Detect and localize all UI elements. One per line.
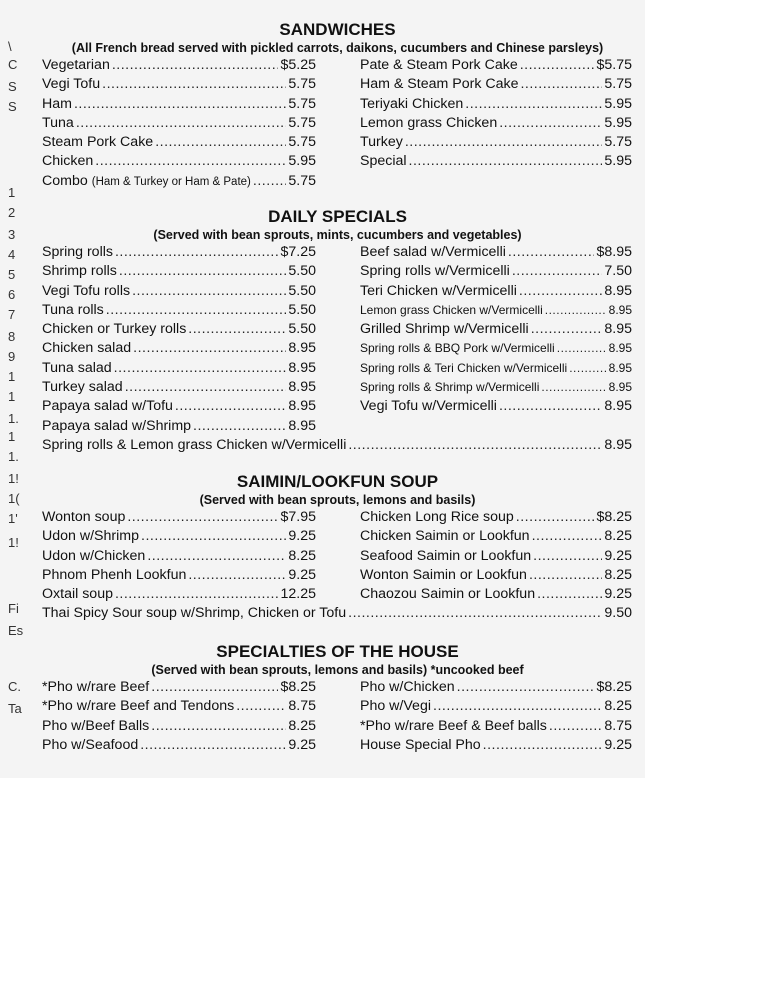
menu-item	[42, 301, 316, 320]
item-name: Combo	[42, 172, 88, 189]
menu-item	[42, 397, 316, 416]
menu-item	[360, 697, 632, 716]
edge-char: 7	[8, 307, 16, 322]
item-name: Special	[360, 153, 407, 170]
menu-item	[42, 75, 316, 94]
item-name: Vegi Tofu	[42, 76, 101, 93]
dot-leader	[465, 95, 602, 114]
item-price: 8.25	[604, 698, 632, 715]
item-price: 9.25	[604, 736, 632, 753]
item-name: Shrimp rolls	[42, 263, 117, 280]
item-name: Pho w/Seafood	[42, 736, 139, 753]
item-price: 5.75	[288, 172, 316, 189]
dot-leader	[175, 397, 286, 416]
item-price: $5.75	[596, 57, 632, 73]
menu-item	[360, 301, 632, 320]
dot-leader	[115, 243, 279, 262]
section-saimin-lookfun	[0, 472, 645, 624]
item-name: Teri Chicken w/Vermicelli	[360, 282, 517, 299]
item-price: $7.25	[280, 244, 316, 260]
item-name: Wonton soup	[42, 509, 126, 525]
item-price: $5.25	[280, 57, 316, 73]
item-name: Oxtail soup	[42, 586, 113, 603]
item-name: Vegetarian	[42, 57, 110, 73]
menu-item	[42, 114, 316, 133]
edge-char: 2	[8, 205, 16, 220]
menu-item	[42, 678, 316, 697]
right-column	[360, 243, 632, 436]
dot-leader	[119, 262, 286, 281]
menu-item	[42, 95, 316, 114]
menu-item	[42, 566, 316, 585]
edge-char: 1	[8, 185, 16, 200]
section-title: SAIMIN/LOOKFUN SOUP	[236, 472, 439, 491]
edge-char: C.	[8, 679, 21, 694]
menu-item	[360, 547, 632, 566]
section-specialties-house	[0, 642, 645, 755]
item-price: 8.25	[288, 547, 316, 564]
edge-char: Ta	[8, 701, 22, 716]
dot-leader	[188, 566, 286, 585]
edge-char: 5	[8, 267, 16, 282]
item-name: Seafood Saimin or Lookfun	[360, 547, 532, 564]
dot-leader	[114, 359, 287, 378]
edge-char: C	[8, 57, 18, 72]
item-name: Udon w/Shrimp	[42, 528, 139, 545]
item-name: Grilled Shrimp w/Vermicelli	[360, 321, 529, 338]
menu-item	[42, 339, 316, 358]
item-name: Vegi Tofu w/Vermicelli	[360, 398, 497, 415]
dot-leader	[541, 378, 606, 397]
section-subtitle: (All French bread served with pickled carrots, daikons, cucumbers and Chinese parsleys)	[71, 41, 604, 55]
menu-item	[360, 243, 632, 262]
dot-leader	[520, 56, 595, 75]
dot-leader	[106, 301, 287, 320]
section-daily-specials	[0, 207, 645, 455]
dot-leader	[531, 320, 603, 339]
dot-leader	[76, 114, 287, 133]
edge-char: Es	[8, 623, 24, 638]
item-price: 8.95	[608, 380, 632, 395]
item-name: Papaya salad w/Shrimp	[42, 417, 192, 434]
item-price: 5.75	[604, 76, 632, 93]
dot-leader	[520, 75, 602, 94]
item-price: $8.25	[280, 679, 316, 695]
menu-item	[42, 736, 316, 755]
section-title: SANDWICHES	[279, 20, 396, 39]
item-name: Spring rolls & BBQ Pork w/Vermicelli	[360, 341, 555, 356]
item-price: 9.25	[288, 528, 316, 545]
dot-leader	[569, 359, 606, 378]
dot-leader	[155, 133, 286, 152]
menu-item	[42, 172, 316, 191]
item-name: Chicken or Turkey rolls	[42, 321, 187, 338]
menu-item	[42, 133, 316, 152]
item-price: 5.50	[288, 263, 316, 280]
item-name: Ham & Steam Pork Cake	[360, 76, 519, 93]
menu-item	[360, 359, 632, 378]
item-name: Wonton Saimin or Lookfun	[360, 566, 527, 583]
item-note: (Ham & Turkey or Ham & Pate)	[91, 175, 251, 188]
item-price: 5.50	[288, 282, 316, 299]
dot-leader	[253, 172, 287, 191]
menu-item	[42, 282, 316, 301]
menu-item	[42, 320, 316, 339]
dot-leader	[433, 697, 602, 716]
item-price: $8.25	[596, 679, 632, 695]
dot-leader	[132, 282, 286, 301]
item-price: 5.75	[288, 114, 316, 131]
dot-leader	[499, 397, 602, 416]
dot-leader	[95, 152, 286, 171]
item-name: Ham	[42, 95, 72, 112]
right-column	[360, 678, 632, 755]
item-name: Steam Pork Cake	[42, 134, 154, 151]
section-subtitle: (Served with bean sprouts, mints, cucumbers and vegetables)	[153, 228, 522, 242]
menu-item	[360, 717, 632, 736]
menu-item	[360, 508, 632, 527]
left-column	[42, 508, 316, 604]
edge-char: 3	[8, 227, 16, 242]
item-price: 5.75	[288, 76, 316, 93]
item-price: 8.95	[604, 398, 632, 415]
menu-item	[42, 585, 316, 604]
item-name: Lemon grass Chicken w/Vermicelli	[360, 302, 543, 317]
left-column	[42, 243, 316, 436]
dot-leader	[236, 697, 286, 716]
item-price: 8.95	[604, 436, 632, 453]
dot-leader	[348, 436, 602, 455]
menu-item	[42, 697, 316, 716]
menu-item	[42, 417, 316, 436]
menu-item	[360, 736, 632, 755]
section-subtitle: (Served with bean sprouts, lemons and basils)	[199, 493, 476, 507]
menu-item	[42, 262, 316, 281]
item-name: *Pho w/rare Beef and Tendons	[42, 698, 235, 715]
item-price: 5.75	[604, 134, 632, 151]
edge-char: 1'	[8, 511, 18, 526]
left-column	[42, 678, 316, 755]
full-width-row	[0, 601, 632, 623]
item-name: House Special Pho	[360, 736, 481, 753]
item-name: Chicken	[42, 153, 94, 170]
item-name: Pho w/Beef Balls	[42, 717, 150, 734]
menu-item	[360, 320, 632, 339]
item-name: Chicken salad	[42, 340, 132, 357]
item-price: 5.75	[288, 95, 316, 112]
edge-char: 1.	[8, 411, 19, 426]
edge-char: 9	[8, 349, 16, 364]
section-title: SPECIALTIES OF THE HOUSE	[216, 642, 459, 661]
edge-char: 8	[8, 329, 16, 344]
edge-char: 1	[8, 369, 16, 384]
item-name: Tuna rolls	[42, 301, 104, 318]
item-price: $8.25	[596, 509, 632, 525]
menu-item	[42, 527, 316, 546]
menu-item	[360, 378, 632, 397]
item-price: 8.75	[604, 717, 632, 734]
item-price: 8.25	[604, 566, 632, 583]
item-price: 8.95	[288, 379, 316, 396]
menu-item	[42, 604, 632, 623]
item-name: Pate & Steam Pork Cake	[360, 57, 518, 73]
item-price: 8.95	[604, 282, 632, 299]
menu-item	[360, 262, 632, 281]
item-price: 5.50	[288, 321, 316, 338]
dot-leader	[533, 547, 602, 566]
dot-leader	[508, 243, 595, 262]
edge-char: 1.	[8, 449, 19, 464]
edge-char: 4	[8, 247, 16, 262]
menu-item	[42, 436, 632, 455]
menu-item	[360, 397, 632, 416]
item-name: Lemon grass Chicken	[360, 114, 498, 131]
menu-item	[42, 378, 316, 397]
item-price: 8.95	[608, 360, 632, 375]
dot-leader	[151, 717, 286, 736]
item-price: 9.25	[288, 566, 316, 583]
edge-char: 6	[8, 287, 16, 302]
item-price: 5.95	[288, 153, 316, 170]
item-price: $8.95	[596, 244, 632, 260]
dot-leader	[147, 547, 286, 566]
dot-leader	[457, 678, 595, 697]
item-price: 9.25	[288, 736, 316, 753]
edge-char: \	[8, 39, 12, 54]
item-name: Chicken Saimin or Lookfun	[360, 528, 530, 545]
dot-leader	[151, 678, 278, 697]
right-column	[360, 56, 632, 191]
item-price: 8.95	[604, 321, 632, 338]
edge-char: 1!	[8, 535, 19, 550]
dot-leader	[348, 604, 602, 623]
item-price: 7.50	[604, 263, 632, 280]
item-price: 9.25	[604, 547, 632, 564]
item-price: 5.75	[288, 134, 316, 151]
edge-char: 1	[8, 389, 16, 404]
item-name: Thai Spicy Sour soup w/Shrimp, Chicken or Tofu	[42, 605, 347, 622]
section-sandwiches	[0, 20, 645, 191]
item-price: $7.95	[280, 509, 316, 525]
item-name: Spring rolls & Lemon grass Chicken w/Vermicelli	[42, 436, 347, 453]
item-name: Spring rolls & Teri Chicken w/Vermicelli	[360, 360, 568, 375]
item-name: Pho w/Vegi	[360, 698, 431, 715]
dot-leader	[112, 56, 279, 75]
item-name: Teriyaki Chicken	[360, 95, 464, 112]
menu-item	[360, 585, 632, 604]
item-price: 5.95	[604, 153, 632, 170]
item-price: 8.75	[288, 698, 316, 715]
item-name: Spring rolls & Shrimp w/Vermicelli	[360, 380, 540, 395]
menu-item	[360, 339, 632, 358]
dot-leader	[188, 320, 286, 339]
item-price: 8.95	[288, 359, 316, 376]
item-name: Tuna	[42, 114, 74, 131]
dot-leader	[537, 585, 602, 604]
edge-char: 1	[8, 429, 16, 444]
dot-leader	[512, 262, 603, 281]
item-name: Tuna salad	[42, 359, 112, 376]
dot-leader	[115, 585, 279, 604]
menu-item	[360, 56, 632, 75]
dot-leader	[102, 75, 286, 94]
dot-leader	[409, 152, 603, 171]
edge-char: Fi	[8, 601, 19, 616]
item-price: 9.25	[604, 586, 632, 603]
item-name: Turkey	[360, 134, 403, 151]
dot-leader	[499, 114, 602, 133]
dot-leader	[127, 508, 278, 527]
dot-leader	[74, 95, 286, 114]
right-column	[360, 508, 632, 604]
item-price: 5.95	[604, 95, 632, 112]
dot-leader	[125, 378, 287, 397]
item-name: *Pho w/rare Beef	[42, 679, 150, 695]
menu-item	[360, 95, 632, 114]
menu-item	[360, 678, 632, 697]
edge-char: S	[8, 99, 17, 114]
item-price: 12.25	[280, 586, 316, 603]
dot-leader	[545, 301, 607, 320]
item-name: Udon w/Chicken	[42, 547, 146, 564]
menu-item	[360, 282, 632, 301]
dot-leader	[557, 339, 607, 358]
menu-item	[42, 56, 316, 75]
menu-item	[42, 243, 316, 262]
menu-item	[360, 152, 632, 171]
dot-leader	[549, 717, 602, 736]
item-price: 8.95	[288, 340, 316, 357]
menu-item	[42, 359, 316, 378]
item-name: *Pho w/rare Beef & Beef balls	[360, 717, 547, 734]
dot-leader	[140, 736, 286, 755]
dot-leader	[193, 417, 286, 436]
menu-item	[360, 133, 632, 152]
section-title: DAILY SPECIALS	[268, 207, 407, 226]
item-price: 8.95	[608, 341, 632, 356]
dot-leader	[141, 527, 286, 546]
item-price: 8.25	[288, 717, 316, 734]
item-name: Spring rolls w/Vermicelli	[360, 263, 510, 280]
item-price: 9.50	[604, 605, 632, 622]
edge-char: 1(	[8, 491, 20, 506]
menu-item	[42, 717, 316, 736]
item-name: Chaozou Saimin or Lookfun	[360, 586, 536, 603]
item-price: 8.95	[288, 398, 316, 415]
menu-item	[42, 152, 316, 171]
item-price: 8.95	[608, 302, 632, 317]
item-name: Spring rolls	[42, 244, 113, 260]
item-name: Papaya salad w/Tofu	[42, 398, 173, 415]
menu-item	[360, 114, 632, 133]
menu-item	[360, 566, 632, 585]
item-name: Beef salad w/Vermicelli	[360, 244, 506, 260]
item-price: 5.50	[288, 301, 316, 318]
item-name: Phnom Phenh Lookfun	[42, 566, 187, 583]
menu-item	[42, 508, 316, 527]
menu-item	[360, 527, 632, 546]
item-price: 8.25	[604, 528, 632, 545]
item-name: Vegi Tofu rolls	[42, 282, 131, 299]
dot-leader	[405, 133, 603, 152]
edge-char: S	[8, 79, 17, 94]
dot-leader	[133, 339, 286, 358]
item-name: Chicken Long Rice soup	[360, 509, 514, 525]
section-subtitle: (Served with bean sprouts, lemons and basils) *uncooked beef	[151, 663, 524, 677]
item-price: 5.95	[604, 114, 632, 131]
dot-leader	[516, 508, 595, 527]
dot-leader	[483, 736, 603, 755]
dot-leader	[529, 566, 602, 585]
edge-char: 1!	[8, 471, 19, 486]
item-price: 8.95	[288, 417, 316, 434]
menu-item	[360, 75, 632, 94]
menu-item	[42, 547, 316, 566]
dot-leader	[532, 527, 603, 546]
full-width-row	[0, 436, 632, 455]
left-column	[42, 56, 316, 191]
item-name: Pho w/Chicken	[360, 679, 455, 695]
item-name: Turkey salad	[42, 379, 123, 396]
dot-leader	[519, 282, 602, 301]
